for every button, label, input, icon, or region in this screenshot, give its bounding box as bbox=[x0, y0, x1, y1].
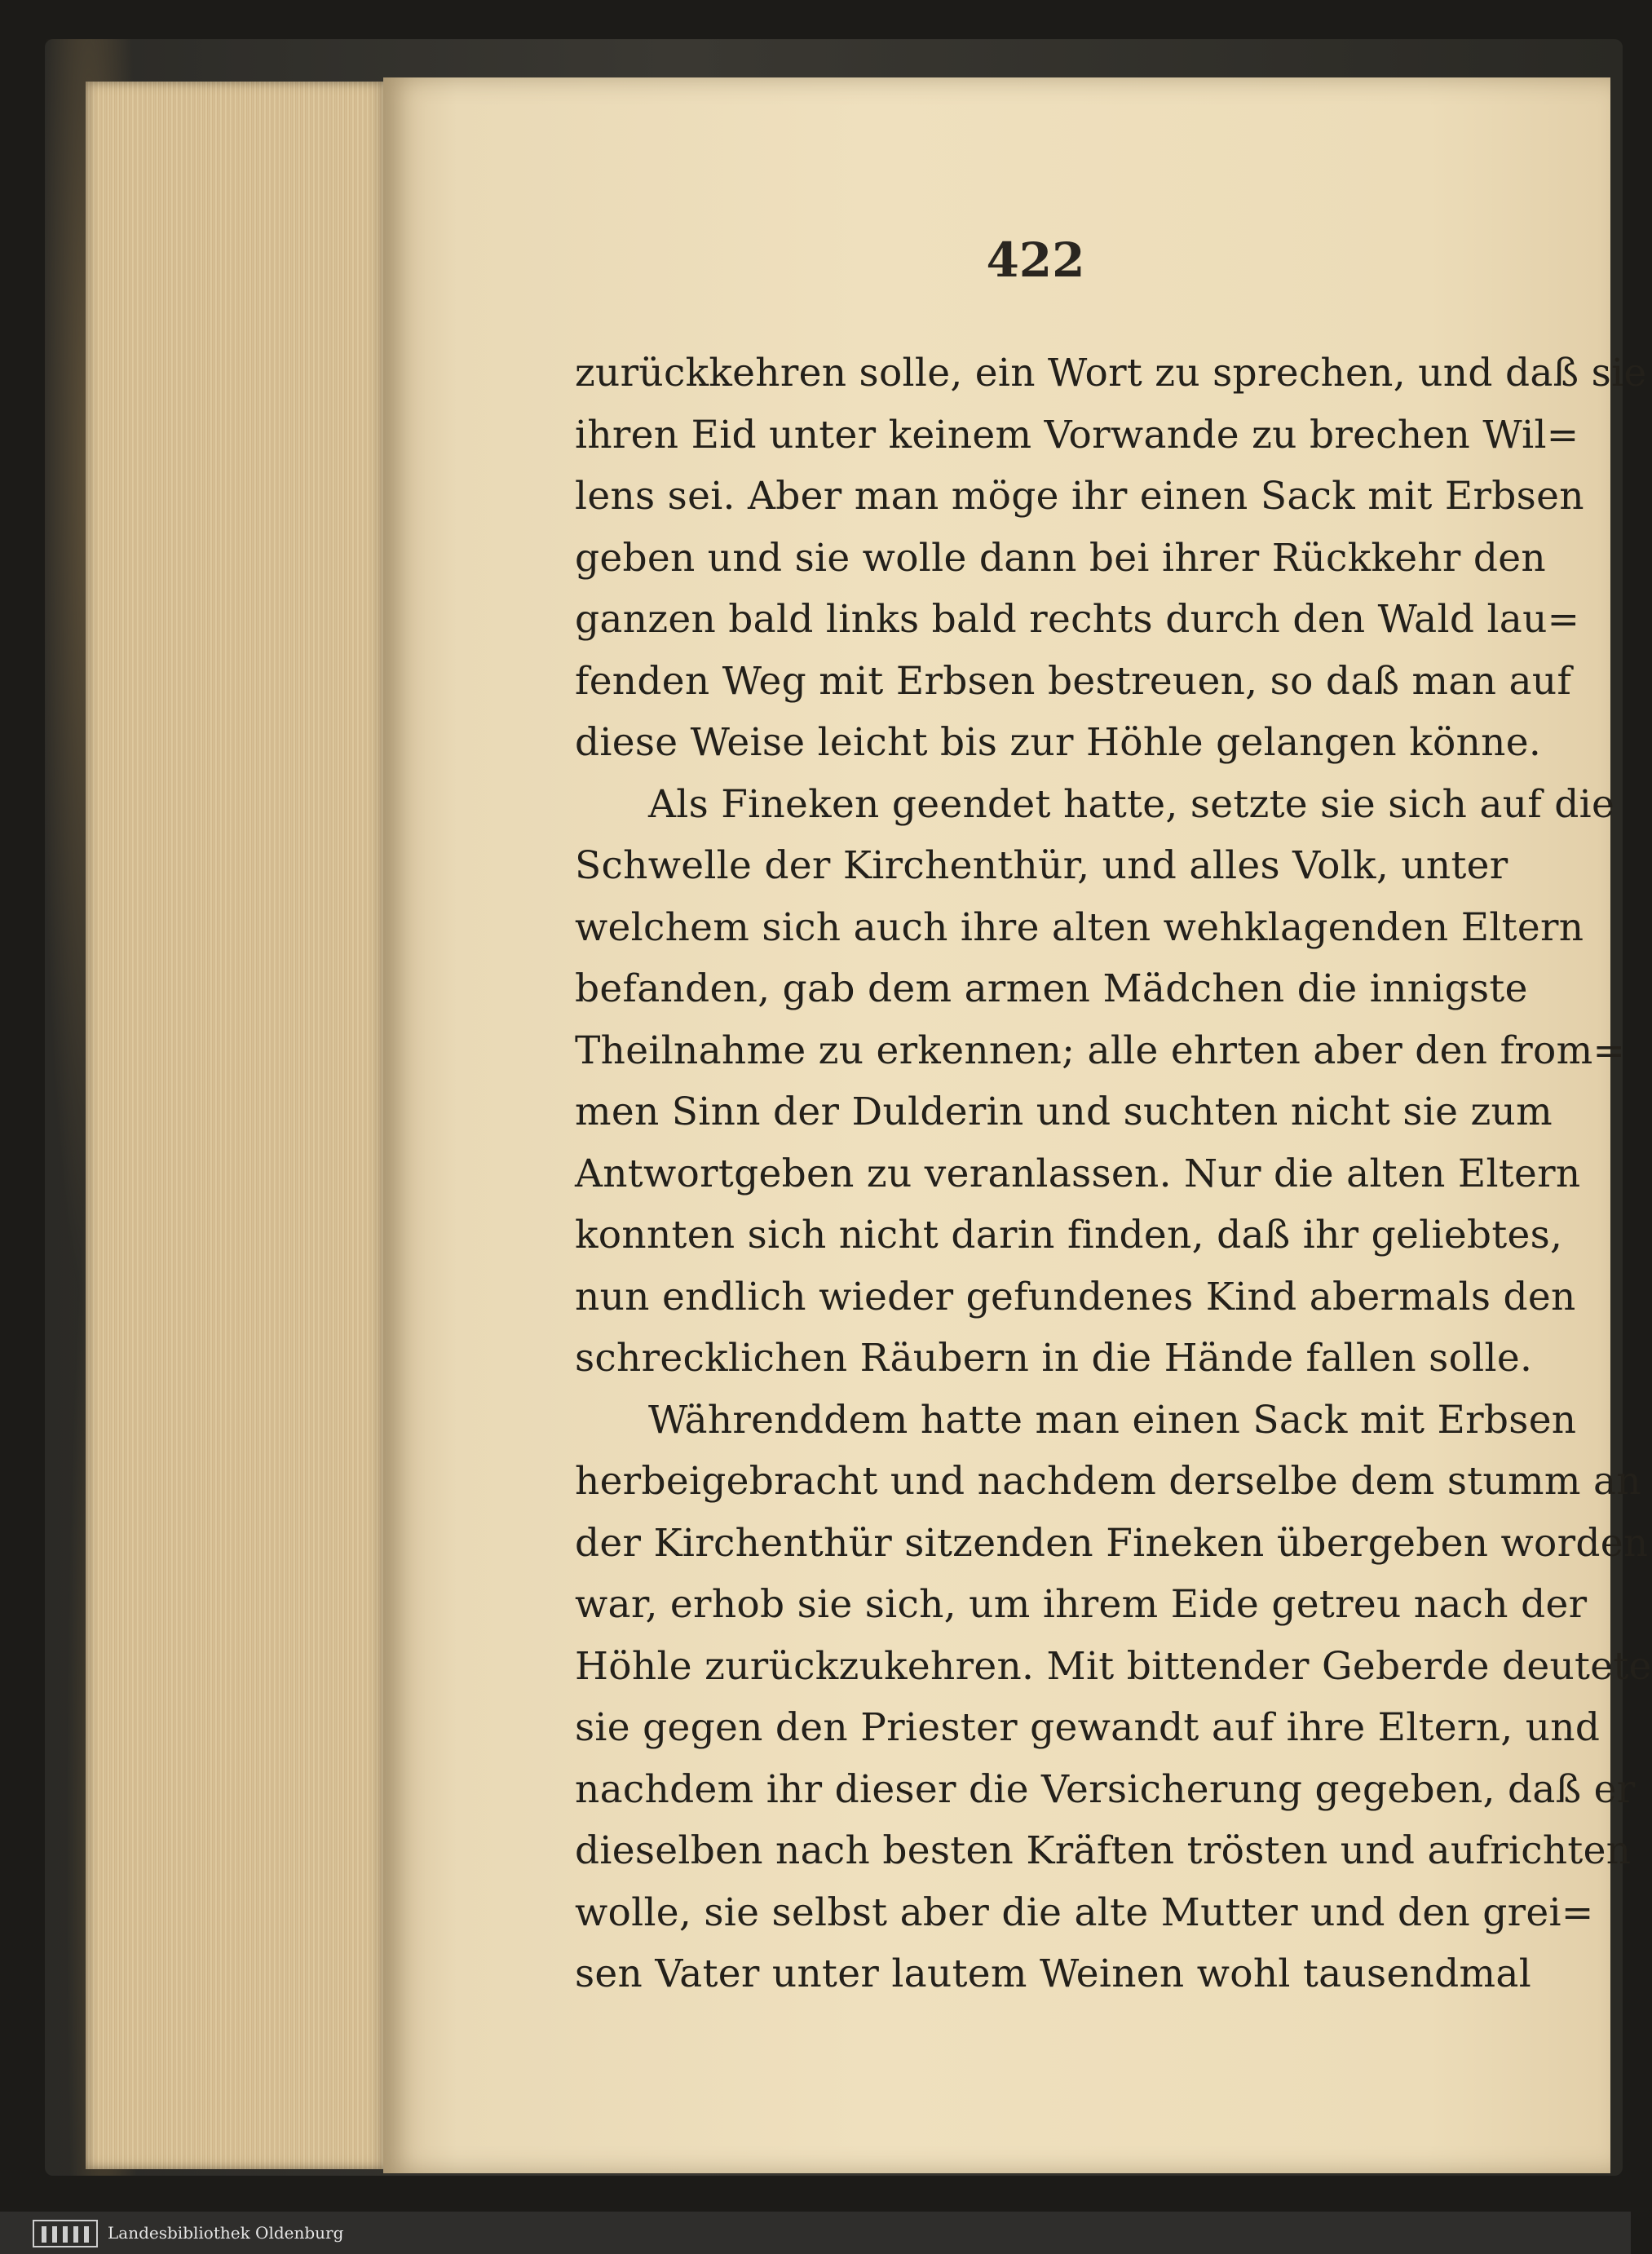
text-line: schrecklichen Räubern in die Hände fallen solle. bbox=[575, 1336, 1533, 1381]
text-line: der Kirchenthür sitzenden Fineken übergeben worden bbox=[575, 1520, 1649, 1566]
text-line: war, erhob sie sich, um ihrem Eide getreu nach der bbox=[575, 1582, 1588, 1627]
text-line: zurückkehren solle, ein Wort zu sprechen, und daß sie bbox=[575, 351, 1647, 396]
text-line: Antwortgeben zu veranlassen. Nur die alten Eltern bbox=[575, 1151, 1581, 1196]
library-logo-icon bbox=[33, 2220, 98, 2247]
text-line: sie gegen den Priester gewandt auf ihre Eltern, und bbox=[575, 1705, 1601, 1750]
text-line: Währenddem hatte man einen Sack mit Erbsen bbox=[648, 1397, 1577, 1443]
text-line: wolle, sie selbst aber die alte Mutter und den grei= bbox=[575, 1889, 1594, 1935]
text-line: Schwelle der Kirchenthür, und alles Volk, unter bbox=[575, 843, 1508, 888]
text-line: konnten sich nicht darin finden, daß ihr geliebtes, bbox=[575, 1213, 1563, 1257]
page-text bbox=[575, 343, 1652, 2005]
text-line: ganzen bald links bald rechts durch den Wald lau= bbox=[575, 597, 1580, 642]
text-line: herbeigebracht und nachdem derselbe dem stumm an bbox=[575, 1459, 1641, 1504]
text-line: Theilnahme zu erkennen; alle ehrten aber den from= bbox=[575, 1028, 1626, 1073]
text-line: diese Weise leicht bis zur Höhle gelangen könne. bbox=[575, 720, 1542, 765]
text-line: nachdem ihr dieser die Versicherung gegeben, daß er bbox=[575, 1766, 1636, 1812]
text-line: geben und sie wolle dann bei ihrer Rückkehr den bbox=[575, 535, 1546, 581]
text-line: Als Fineken geendet hatte, setzte sie sich auf die bbox=[648, 781, 1615, 827]
text-line: Höhle zurückzukehren. Mit bittender Geberde deutete bbox=[575, 1643, 1652, 1689]
library-name: Landesbibliothek Oldenburg bbox=[108, 2223, 344, 2243]
text-line: lens sei. Aber man möge ihr einen Sack mit Erbsen bbox=[575, 474, 1584, 519]
text-line: fenden Weg mit Erbsen bestreuen, so daß man auf bbox=[575, 658, 1572, 704]
text-line: sen Vater unter lautem Weinen wohl tausendmal bbox=[575, 1951, 1532, 1996]
text-line: men Sinn der Dulderin und suchten nicht sie zum bbox=[575, 1089, 1553, 1134]
text-line: befanden, gab dem armen Mädchen die innigste bbox=[575, 966, 1528, 1011]
page-edges bbox=[86, 82, 387, 2169]
page-number: 422 bbox=[986, 232, 1085, 288]
text-line: dieselben nach besten Kräften trösten und aufrichten bbox=[575, 1828, 1632, 1873]
text-line: nun endlich wieder gefundenes Kind abermals den bbox=[575, 1274, 1576, 1319]
text-line: ihren Eid unter keinem Vorwande zu brechen Wil= bbox=[575, 412, 1579, 457]
text-line: welchem sich auch ihre alten wehklagenden Eltern bbox=[575, 904, 1584, 950]
